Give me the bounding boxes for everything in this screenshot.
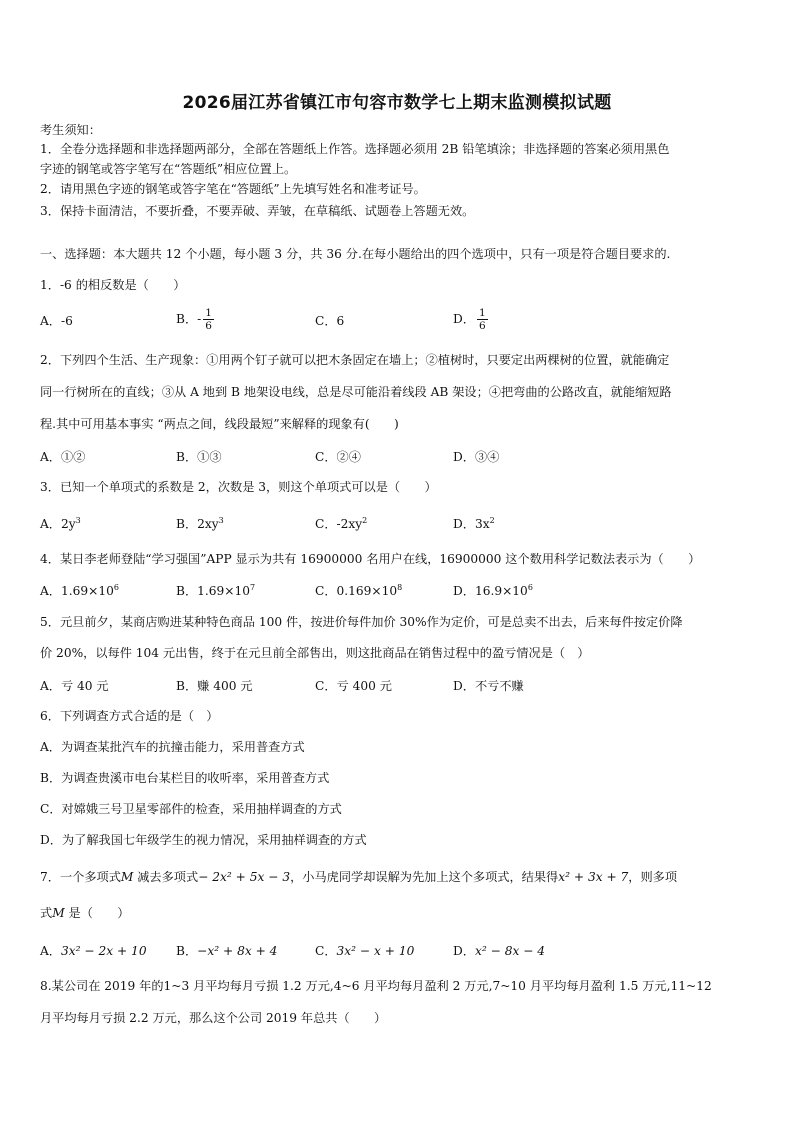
question-7-line bbox=[40, 905, 758, 921]
option-c-text: C．-2xy bbox=[315, 517, 363, 531]
option-label: D． bbox=[453, 944, 475, 958]
question-5-options bbox=[40, 677, 758, 697]
notice-item: 1．全卷分选择题和非选择题两部分，全部在答题纸上作答。选择题必须用 2B 铅笔填涂；非选择题的答案必须用黑色 bbox=[40, 142, 670, 156]
option-a-text: A．2y bbox=[40, 517, 76, 531]
notice-heading: 考生须知： bbox=[40, 123, 101, 137]
exponent: 2 bbox=[362, 515, 368, 525]
q7-text: ，小马虎同学却误解为先加上这个多项式，结果得 bbox=[290, 870, 559, 884]
section-heading: 一、选择题：本大题共 12 个小题，每小题 3 分，共 36 分.在每小题给出的四个选项中，只有一项是符合题目要求的. bbox=[40, 247, 671, 261]
exponent: 3 bbox=[218, 515, 224, 525]
polynomial: x² − 8x − 4 bbox=[474, 944, 546, 958]
option-b bbox=[176, 582, 255, 599]
exponent: 6 bbox=[113, 582, 119, 592]
option-b: B．为调查贵溪市电台某栏目的收听率，采用普查方式 bbox=[40, 771, 330, 785]
q7-text: 式 bbox=[40, 906, 53, 920]
fraction bbox=[203, 307, 214, 332]
numerator: 1 bbox=[478, 307, 486, 319]
notice-item: 2．请用黑色字迹的钢笔或答字笔在“答题纸”上先填写姓名和准考证号。 bbox=[40, 182, 426, 196]
option-label: B． bbox=[176, 944, 198, 958]
option-a: A．-6 bbox=[40, 314, 73, 328]
question-2-options bbox=[40, 448, 758, 468]
option-a bbox=[40, 582, 119, 599]
numerator: 1 bbox=[205, 307, 212, 319]
option-c: C．对嫦娥三号卫星零部件的检查，采用抽样调查的方式 bbox=[40, 802, 342, 816]
option-b-text: B．1.69×10 bbox=[176, 584, 250, 598]
exponent: 2 bbox=[489, 515, 495, 525]
polynomial: − 2x² + 5x − 3 bbox=[198, 870, 291, 884]
option-c: C．亏 400 元 bbox=[315, 679, 392, 693]
option-a bbox=[40, 942, 147, 959]
option-a bbox=[40, 515, 81, 532]
option-d-prefix: D． bbox=[453, 312, 475, 326]
option-b-text: B．2xy bbox=[176, 517, 219, 531]
q7-text: 7．一个多项式 bbox=[40, 870, 121, 884]
option-d: D．为了解我国七年级学生的视力情况，采用抽样调查的方式 bbox=[40, 833, 367, 847]
question-4-options bbox=[40, 582, 758, 602]
option-c bbox=[315, 582, 402, 599]
option-c bbox=[315, 515, 367, 532]
question-1-options bbox=[40, 307, 758, 332]
question-5-line: 5．元旦前夕，某商店购进某种特色商品 100 件，按进价每件加价 30%作为定价，可是总卖不出去，后来每件按定价降 bbox=[40, 615, 683, 629]
polynomial: 3x² − x + 10 bbox=[336, 944, 415, 958]
denominator: 6 bbox=[478, 320, 486, 332]
option-b bbox=[176, 942, 277, 959]
option-d bbox=[453, 942, 545, 959]
page-title: 2026届江苏省镇江市句容市数学七上期末监测模拟试题 bbox=[182, 93, 612, 113]
option-d-text: D．16.9×10 bbox=[453, 584, 528, 598]
question-2-line: 2．下列四个生活、生产现象：①用两个钉子就可以把木条固定在墙上；②植树时，只要定出两棵树的位置，就能确定 bbox=[40, 353, 670, 367]
polynomial: x² + 3x + 7 bbox=[558, 870, 629, 884]
option-a-text: A．1.69×10 bbox=[40, 584, 114, 598]
question-3-stem: 3．已知一个单项式的系数是 2，次数是 3，则这个单项式可以是（ ） bbox=[40, 480, 437, 494]
exponent: 3 bbox=[75, 515, 81, 525]
question-4-stem: 4．某日李老师登陆“学习强国”APP 显示为共有 16900000 名用户在线，16900000 这个数用科学记数法表示为（ ） bbox=[40, 552, 701, 566]
option-b: B．①③ bbox=[176, 450, 222, 464]
question-7-options bbox=[40, 942, 758, 962]
option-d: D．不亏不赚 bbox=[453, 679, 524, 693]
option-a: A．①② bbox=[40, 450, 86, 464]
exponent: 6 bbox=[527, 582, 533, 592]
option-b: B．赚 400 元 bbox=[176, 679, 253, 693]
question-3-options bbox=[40, 515, 758, 535]
option-c bbox=[315, 942, 414, 959]
question-1-stem: 1．-6 的相反数是（ ） bbox=[40, 278, 186, 292]
question-6-stem: 6．下列调查方式合适的是（ ） bbox=[40, 709, 219, 723]
variable-m: M bbox=[52, 906, 65, 920]
polynomial: 3x² − 2x + 10 bbox=[61, 944, 147, 958]
option-a: A．亏 40 元 bbox=[40, 679, 109, 693]
notice-item: 3．保持卡面清洁，不要折叠，不要弄破、弄皱，在草稿纸、试题卷上答题无效。 bbox=[40, 204, 475, 218]
polynomial: −x² + 8x + 4 bbox=[197, 944, 278, 958]
variable-m: M bbox=[120, 870, 134, 884]
option-d: D．③④ bbox=[453, 450, 500, 464]
denominator: 6 bbox=[205, 320, 212, 332]
exponent: 8 bbox=[397, 582, 403, 592]
exponent: 7 bbox=[250, 582, 256, 592]
option-d bbox=[453, 582, 533, 599]
question-8-line: 8.某公司在 2019 年的1~3 月平均每月亏损 1.2 万元,4~6 月平均每月盈利 2 万元,7~10 月平均每月盈利 1.5 万元,11~12 bbox=[40, 979, 712, 993]
question-5-line: 价 20%，以每件 104 元出售，终于在元旦前全部售出，则这批商品在销售过程中的盈亏情况是（ ） bbox=[40, 646, 590, 660]
option-a: A．为调查某批汽车的抗撞击能力，采用普查方式 bbox=[40, 740, 305, 754]
question-2-line: 程.其中可用基本事实 “两点之间，线段最短”来解释的现象有( ) bbox=[40, 417, 399, 431]
option-c: C．②④ bbox=[315, 450, 361, 464]
q7-text: ，则多项 bbox=[628, 870, 678, 884]
option-d bbox=[453, 515, 495, 532]
option-label: C． bbox=[315, 944, 337, 958]
question-7-line bbox=[40, 869, 758, 885]
option-c-text: C．0.169×10 bbox=[315, 584, 398, 598]
option-b-prefix: B．- bbox=[176, 312, 202, 326]
option-d bbox=[453, 307, 488, 332]
option-label: A． bbox=[40, 944, 61, 958]
option-c: C．6 bbox=[315, 314, 345, 328]
question-8-line: 月平均每月亏损 2.2 万元，那么这个公司 2019 年总共（ ） bbox=[40, 1011, 387, 1025]
option-b bbox=[176, 515, 224, 532]
option-b bbox=[176, 307, 214, 332]
option-d-text: D．3x bbox=[453, 517, 490, 531]
fraction bbox=[477, 307, 488, 332]
notice-item: 字迹的钢笔或答字笔写在“答题纸”相应位置上。 bbox=[40, 162, 297, 176]
q7-text: 减去多项式 bbox=[133, 870, 199, 884]
q7-text: 是（ ） bbox=[64, 906, 130, 920]
question-2-line: 同一行树所在的直线；③从 A 地到 B 地架设电线，总是尽可能沿着线段 AB 架设；④把弯曲的公路改直，就能缩短路 bbox=[40, 385, 672, 399]
